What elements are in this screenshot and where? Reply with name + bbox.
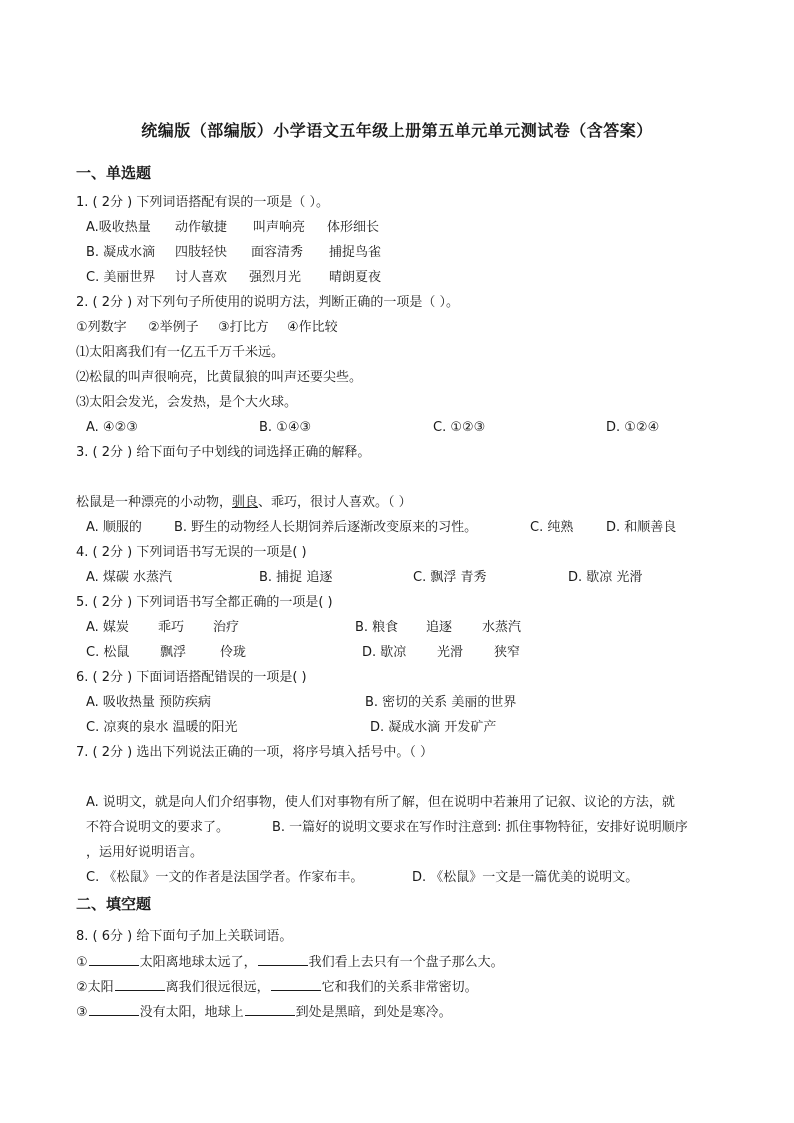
q7-option-c: C. 《松鼠》一文的作者是法国学者。作家布丰。 bbox=[86, 870, 364, 885]
q5-option-c-1: C. 松鼠 bbox=[86, 645, 130, 660]
q3-option-a: A. 顺服的 bbox=[86, 520, 142, 535]
q8-item-2-text-0: ②太阳 bbox=[76, 980, 114, 995]
q8-item-1-text-1: 太阳离地球太远了， bbox=[139, 955, 257, 970]
q8-item-1-text-2: 我们看上去只有一个盘子那么大。 bbox=[308, 955, 504, 970]
q2-option-d: D. ①②④ bbox=[606, 420, 660, 435]
q8-item-3-text-1: 没有太阳，地球上 bbox=[139, 1005, 244, 1020]
q8-item-2-blank-2[interactable] bbox=[271, 978, 321, 991]
q3-sentence bbox=[76, 494, 412, 512]
section-heading-fill-in: 二、填空题 bbox=[76, 895, 152, 913]
q6-option-c: C. 凉爽的泉水 温暖的阳光 bbox=[86, 720, 238, 735]
q2-option-b: B. ①④③ bbox=[259, 420, 312, 435]
q8-item-1-marker: ① bbox=[76, 955, 88, 970]
question-2-stem: 2. ( 2分 ) 对下列句子所使用的说明方法，判断正确的一项是（ ）。 bbox=[76, 295, 459, 310]
question-7-stem: 7. ( 2分 ) 选出下列说法正确的一项，将序号填入括号中。（ ） bbox=[76, 745, 433, 760]
page-title: 统编版（部编版）小学语文五年级上册第五单元单元测试卷（含答案） bbox=[141, 121, 653, 140]
q8-item-1 bbox=[76, 953, 504, 972]
q1-option-b-3: 面容清秀 bbox=[251, 245, 304, 260]
q3-option-d: D. 和顺善良 bbox=[606, 520, 677, 535]
q4-option-c: C. 飘浮 青秀 bbox=[413, 570, 487, 585]
question-8-stem: 8. ( 6分 ) 给下面句子加上关联词语。 bbox=[76, 929, 293, 944]
q1-option-c-3: 强烈月光 bbox=[249, 270, 302, 285]
q5-option-c-3: 伶珑 bbox=[220, 645, 247, 660]
q1-option-a-1: A.吸收热量 bbox=[86, 220, 151, 235]
q8-item-3-blank-2[interactable] bbox=[245, 1003, 295, 1016]
q8-item-3-blank-1[interactable] bbox=[89, 1003, 139, 1016]
q5-option-d-1: D. 歇凉 bbox=[362, 645, 407, 660]
q8-item-2-text-2: 它和我们的关系非常密切。 bbox=[321, 980, 478, 995]
q6-option-b: B. 密切的关系 美丽的世界 bbox=[365, 695, 517, 710]
q6-option-d: D. 凝成水滴 开发矿产 bbox=[370, 720, 497, 735]
q2-sentence-2: ⑵松鼠的叫声很响亮，比黄鼠狼的叫声还要尖些。 bbox=[76, 370, 363, 385]
q1-option-b-1: B. 凝成水滴 bbox=[86, 245, 156, 260]
q8-item-1-blank-1[interactable] bbox=[89, 953, 139, 966]
q5-option-a-3: 治疗 bbox=[213, 620, 240, 635]
q3-option-b: B. 野生的动物经人长期饲养后逐渐改变原来的习性。 bbox=[174, 520, 478, 535]
q3-option-c: C. 纯熟 bbox=[530, 520, 574, 535]
q4-option-a: A. 煤碳 水蒸汽 bbox=[86, 570, 173, 585]
q3-underlined-word: 驯良 bbox=[232, 495, 259, 510]
q5-option-b-1: B. 粮食 bbox=[355, 620, 399, 635]
question-5-stem: 5. ( 2分 ) 下列词语书写全都正确的一项是( ) bbox=[76, 595, 333, 610]
q3-sentence-pre: 松鼠是一种漂亮的小动物， bbox=[76, 495, 233, 510]
q1-option-c-4: 晴朗夏夜 bbox=[329, 270, 382, 285]
q1-option-c-2: 讨人喜欢 bbox=[175, 270, 228, 285]
q1-option-a-2: 动作敏捷 bbox=[175, 220, 228, 235]
q7-option-d: D. 《松鼠》一文是一篇优美的说明文。 bbox=[412, 870, 639, 885]
q8-item-2-blank-1[interactable] bbox=[115, 978, 165, 991]
q7-option-b-line-2: ，运用好说明语言。 bbox=[86, 845, 204, 860]
q1-option-b-2: 四肢轻快 bbox=[175, 245, 228, 260]
q1-option-a-3: 叫声响亮 bbox=[253, 220, 306, 235]
q2-option-a: A. ④②③ bbox=[86, 420, 138, 435]
q4-option-b: B. 捕捉 追逐 bbox=[259, 570, 333, 585]
q7-option-a-line-1: A. 说明文，就是向人们介绍事物，使人们对事物有所了解，但在说明中若兼用了记叙、议论的方法，就 bbox=[86, 795, 675, 810]
q7-option-a-line-2: 不符合说明文的要求了。 bbox=[86, 820, 230, 835]
q4-option-d: D. 歇凉 光滑 bbox=[568, 570, 643, 585]
q2-sentence-1: ⑴太阳离我们有一亿五千万千米远。 bbox=[76, 345, 285, 360]
q8-item-1-blank-2[interactable] bbox=[258, 953, 308, 966]
q5-option-d-3: 狭窄 bbox=[494, 645, 521, 660]
q8-item-2 bbox=[76, 978, 478, 997]
question-6-stem: 6. ( 2分 ) 下面词语搭配错误的一项是( ) bbox=[76, 670, 307, 685]
q5-option-b-2: 追逐 bbox=[426, 620, 453, 635]
q6-option-a: A. 吸收热量 预防疾病 bbox=[86, 695, 212, 710]
q3-sentence-post: 、乖巧，很讨人喜欢。（ ） bbox=[258, 495, 412, 510]
q5-option-b-3: 水蒸汽 bbox=[482, 620, 522, 635]
q5-option-d-2: 光滑 bbox=[437, 645, 464, 660]
q8-item-3 bbox=[76, 1003, 452, 1022]
q7-option-b-line-1: B. 一篇好的说明文要求在写作时注意到: 抓住事物特征，安排好说明顺序 bbox=[272, 820, 688, 835]
q1-option-a-4: 体形细长 bbox=[327, 220, 380, 235]
q1-option-c-1: C. 美丽世界 bbox=[86, 270, 156, 285]
q8-item-2-text-1: 离我们很远很远， bbox=[165, 980, 270, 995]
q8-item-3-text-2: 到处是黑暗，到处是寒冷。 bbox=[295, 1005, 452, 1020]
q2-method-2: ②举例子 bbox=[148, 320, 199, 335]
q2-method-1: ①列数字 bbox=[76, 320, 127, 335]
q1-option-b-4: 捕捉鸟雀 bbox=[329, 245, 382, 260]
q5-option-c-2: 飘浮 bbox=[160, 645, 187, 660]
q5-option-a-2: 乖巧 bbox=[158, 620, 185, 635]
q2-method-3: ③打比方 bbox=[218, 320, 269, 335]
section-heading-single-choice: 一、单选题 bbox=[76, 164, 152, 182]
q8-item-3-marker: ③ bbox=[76, 1005, 88, 1020]
q2-method-4: ④作比较 bbox=[287, 320, 338, 335]
q2-sentence-3: ⑶太阳会发光，会发热，是个大火球。 bbox=[76, 395, 298, 410]
question-3-stem: 3. ( 2分 ) 给下面句子中划线的词选择正确的解释。 bbox=[76, 445, 371, 460]
q5-option-a-1: A. 媒炭 bbox=[86, 620, 129, 635]
question-4-stem: 4. ( 2分 ) 下列词语书写无误的一项是( ) bbox=[76, 545, 307, 560]
q2-option-c: C. ①②③ bbox=[433, 420, 486, 435]
question-1-stem: 1. ( 2分 ) 下列词语搭配有误的一项是（ ）。 bbox=[76, 195, 329, 210]
